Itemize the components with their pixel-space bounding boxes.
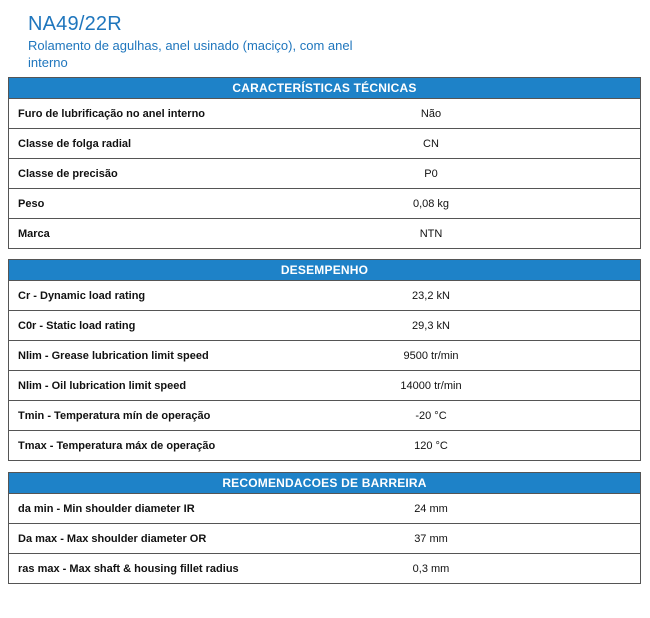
row-label: Furo de lubrificação no anel interno	[18, 107, 206, 120]
row-label: Marca	[18, 227, 50, 240]
table-row	[9, 493, 640, 523]
section-barrier-recommendations	[8, 472, 641, 584]
section-title: CARACTERÍSTICAS TÉCNICAS	[9, 78, 640, 98]
table-row	[9, 158, 640, 188]
row-value: 24 mm	[414, 502, 448, 515]
row-label: Classe de folga radial	[18, 137, 132, 150]
product-code: NA49/22R	[28, 13, 122, 35]
table-row	[9, 128, 640, 158]
section-title: DESEMPENHO	[9, 260, 640, 280]
product-description-line-1: Rolamento de agulhas, anel usinado (maciço), com anel	[28, 38, 353, 53]
row-value: P0	[424, 167, 438, 180]
product-header	[28, 12, 428, 71]
row-value: 23,2 kN	[412, 289, 450, 302]
row-value: CN	[423, 137, 439, 150]
product-description	[28, 37, 428, 71]
row-value: Não	[420, 107, 442, 120]
row-label: Classe de precisão	[18, 167, 118, 180]
table-row	[9, 98, 640, 128]
row-value: 0,08 kg	[412, 197, 450, 210]
row-label: Nlim - Oil lubrication limit speed	[18, 379, 187, 392]
row-label: Peso	[18, 197, 45, 210]
table-row	[9, 553, 640, 583]
section-title: RECOMENDACOES DE BARREIRA	[9, 473, 640, 493]
section-technical-characteristics	[8, 77, 641, 249]
table-row	[9, 218, 640, 248]
row-value: 120 °C	[414, 439, 448, 452]
row-label: Cr - Dynamic load rating	[18, 289, 146, 302]
row-value: -20 °C	[415, 409, 447, 422]
product-description-line-2: interno	[28, 55, 68, 70]
row-value: 9500 tr/min	[403, 349, 459, 362]
table-row	[9, 430, 640, 460]
table-row	[9, 280, 640, 310]
table-row	[9, 340, 640, 370]
row-value: 14000 tr/min	[400, 379, 462, 392]
row-value: 0,3 mm	[412, 562, 450, 575]
row-value: 37 mm	[414, 532, 448, 545]
table-row	[9, 370, 640, 400]
row-label: C0r - Static load rating	[18, 319, 136, 332]
row-label: Tmax - Temperatura máx de operação	[18, 439, 216, 452]
row-label: Tmin - Temperatura mín de operação	[18, 409, 211, 422]
row-value: NTN	[419, 227, 443, 240]
row-value: 29,3 kN	[412, 319, 450, 332]
row-label: Da max - Max shoulder diameter OR	[18, 532, 207, 545]
table-row	[9, 400, 640, 430]
table-row	[9, 523, 640, 553]
row-label: ras max - Max shaft & housing fillet radius	[18, 562, 239, 575]
table-row	[9, 188, 640, 218]
section-performance	[8, 259, 641, 461]
table-row	[9, 310, 640, 340]
row-label: da min - Min shoulder diameter IR	[18, 502, 195, 515]
row-label: Nlim - Grease lubrication limit speed	[18, 349, 209, 362]
